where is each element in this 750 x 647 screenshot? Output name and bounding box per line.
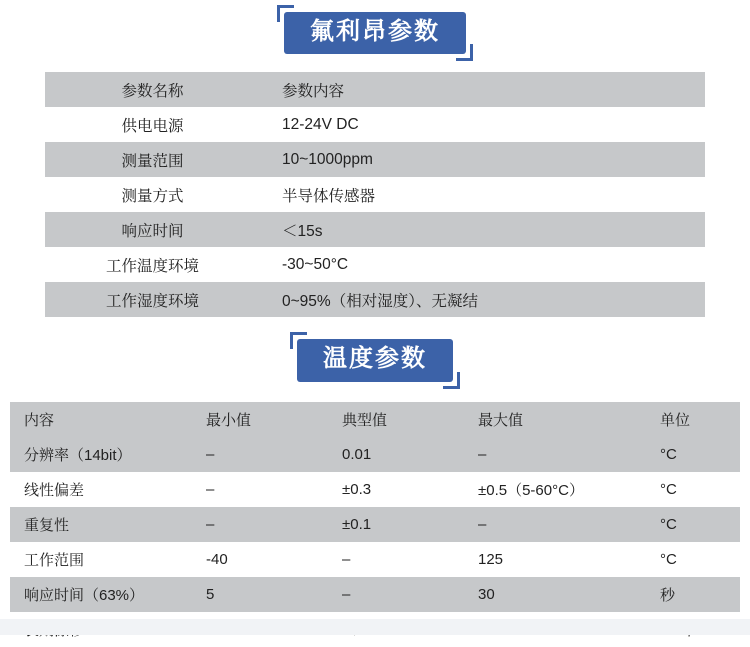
cell-content: 工作范围 [10,542,192,577]
cell-content: 分辨率（14bit） [10,437,192,472]
table-row [10,437,740,472]
temperature-parameters-table [10,402,740,647]
cell-content: 响应时间（63%） [10,577,192,612]
param-name: 工作湿度环境 [45,282,260,317]
section-title-freon-wrapper [0,12,750,54]
cell-content: 线性偏差 [10,472,192,507]
param-name: 测量方式 [45,177,260,212]
table-row [45,142,705,177]
cell-unit: °C [646,542,740,577]
cell-typ: 0.01 [328,437,464,472]
table-row [45,247,705,282]
param-name: 工作温度环境 [45,247,260,282]
cell-max: – [464,437,646,472]
table-row [45,72,705,107]
spec-sheet-page [0,12,750,635]
table-header-row [10,402,740,437]
cell-max: ±0.5（5-60°C） [464,472,646,507]
column-header: 单位 [646,402,740,437]
param-value: ＜15s [260,212,705,247]
table-row [45,212,705,247]
section-title-freon: 氟利昂参数 [284,12,466,54]
column-header: 最大值 [464,402,646,437]
param-value: -30~50°C [260,247,705,282]
cell-min: – [192,437,328,472]
column-header: 典型值 [328,402,464,437]
page-bottom-strip [0,619,750,635]
column-header: 内容 [10,402,192,437]
cell-max: – [464,507,646,542]
table-row [45,177,705,212]
cell-max: 125 [464,542,646,577]
param-value: 参数内容 [260,72,705,107]
param-value: 10~1000ppm [260,142,705,177]
section-title-temperature-wrapper [0,339,750,381]
table-row [10,507,740,542]
cell-typ: ±0.3 [328,472,464,507]
cell-typ: ±0.1 [328,507,464,542]
table-row [45,282,705,317]
cell-min: 5 [192,577,328,612]
cell-typ: – [328,577,464,612]
table-row [10,472,740,507]
param-name: 参数名称 [45,72,260,107]
freon-parameters-table [45,72,705,317]
cell-unit: °C [646,437,740,472]
cell-max: 30 [464,577,646,612]
cell-unit: °C [646,507,740,542]
table-row [10,542,740,577]
cell-min: – [192,507,328,542]
cell-typ: – [328,542,464,577]
param-name: 供电电源 [45,107,260,142]
cell-unit: °C [646,472,740,507]
param-value: 12-24V DC [260,107,705,142]
column-header: 最小值 [192,402,328,437]
table-row [45,107,705,142]
param-value: 0~95%（相对湿度）、无凝结 [260,282,705,317]
param-name: 响应时间 [45,212,260,247]
param-value: 半导体传感器 [260,177,705,212]
cell-min: -40 [192,542,328,577]
cell-min: – [192,472,328,507]
table-row [10,577,740,612]
section-title-temperature: 温度参数 [297,339,453,381]
cell-content: 重复性 [10,507,192,542]
cell-unit: 秒 [646,577,740,612]
param-name: 测量范围 [45,142,260,177]
